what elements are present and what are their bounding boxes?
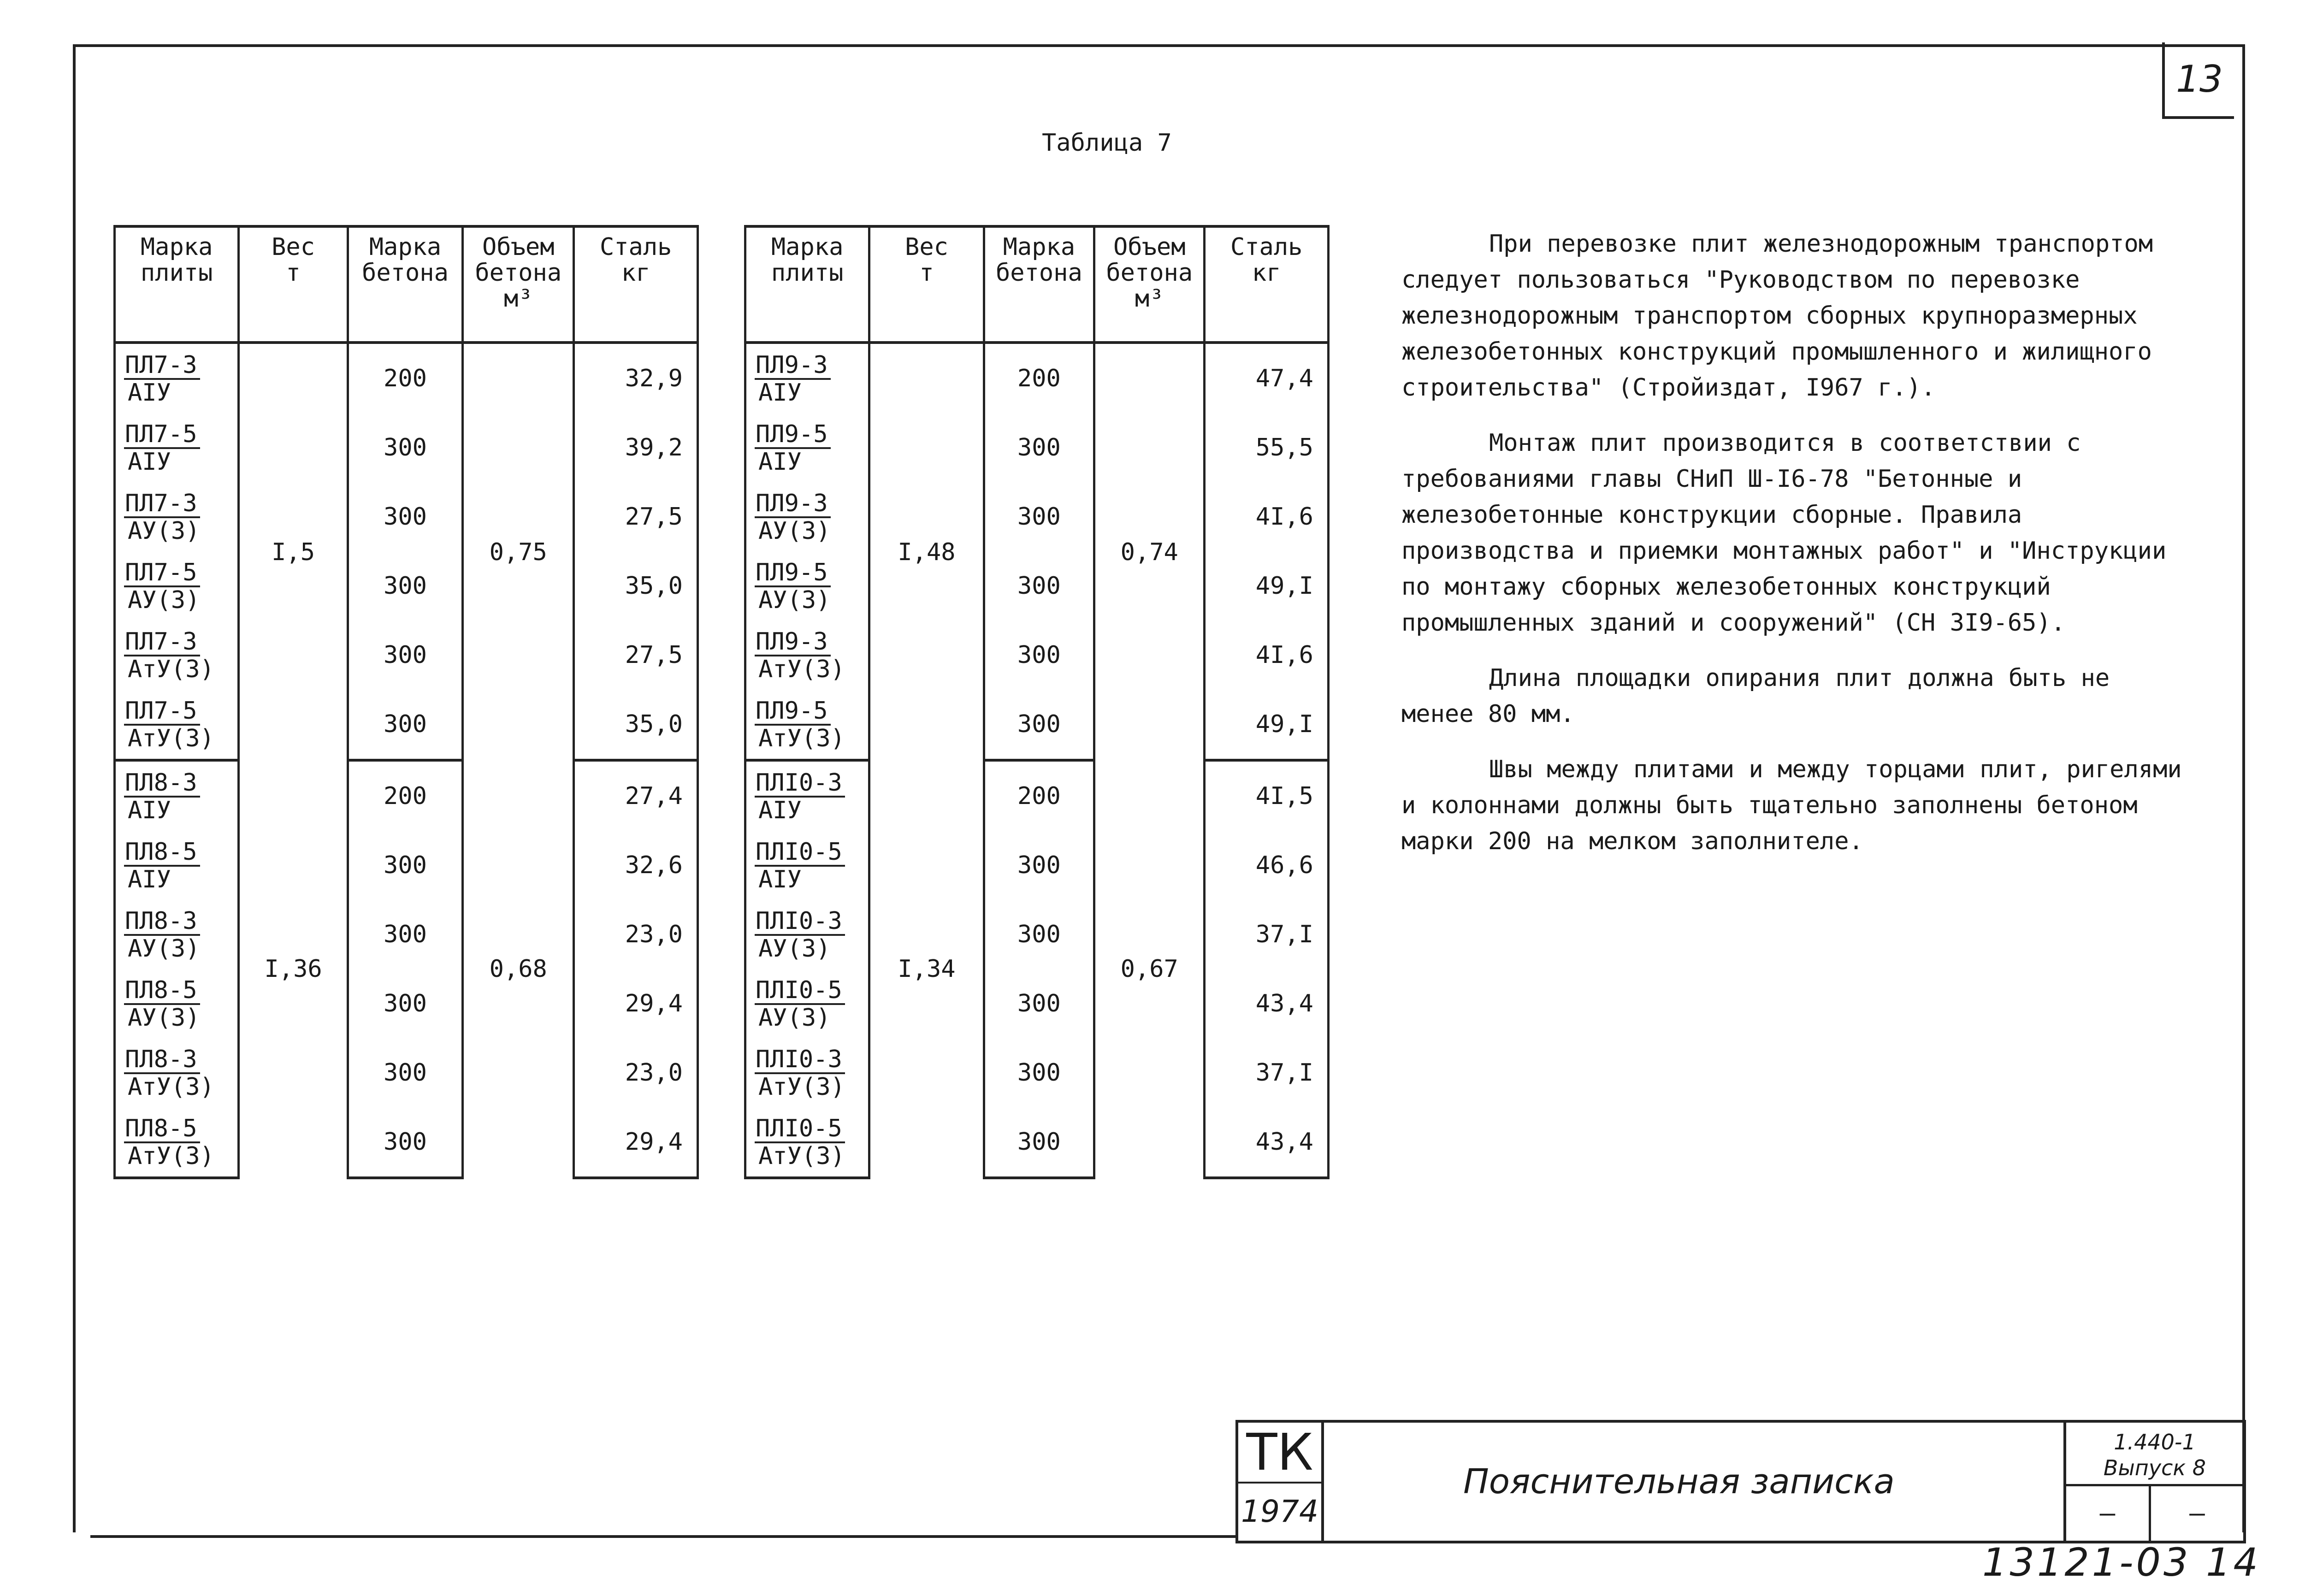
reinforcement-class: АУ(3)	[128, 935, 200, 963]
sheet-number: 13121-03 14	[1982, 1540, 2261, 1585]
plate-mark: ПЛ7-5	[124, 698, 200, 726]
header-concrete-grade	[984, 226, 1094, 343]
table-row	[745, 1107, 1329, 1178]
header-steel-line: кг	[1252, 259, 1281, 287]
note-paragraph-mounting: Монтаж плит производится в соответствии с требованиями главы СНиП Ш-I6-78 "Бетонные и железобетонные конструкции сборные. Правила производства и приемки монтажных работ" и "Инструкции по монтажу сборных железобетонных конструкций промышленных зданий и сооружений" (СН 3I9-65).	[1401, 429, 2167, 637]
plate-mark-cell	[745, 969, 869, 1038]
reinforcement-class: АтУ(3)	[758, 656, 845, 683]
steel-weight-cell: 55,5	[1205, 413, 1329, 482]
table-header-row	[745, 226, 1329, 343]
table-row	[115, 413, 698, 482]
steel-weight-cell: 29,4	[574, 969, 698, 1038]
plate-mark-cell	[745, 1107, 869, 1178]
header-concrete-volume-line: м³	[503, 285, 533, 313]
reinforcement-class: АтУ(3)	[128, 656, 214, 683]
steel-weight-cell: 46,6	[1205, 831, 1329, 900]
steel-weight-cell: 37,I	[1205, 1038, 1329, 1107]
concrete-grade-cell: 300	[984, 1038, 1094, 1107]
plate-mark-cell	[115, 621, 239, 690]
reinforcement-class: АУ(3)	[128, 1004, 200, 1032]
header-weight-line: Вес	[905, 233, 948, 261]
steel-weight-cell: 35,0	[574, 690, 698, 760]
reinforcement-class: АIУ	[758, 379, 802, 407]
document-title: Пояснительная записка	[1463, 1462, 1895, 1501]
plate-mark-cell	[115, 482, 239, 551]
table-row	[745, 900, 1329, 969]
table-row	[745, 621, 1329, 690]
concrete-grade-cell: 300	[348, 690, 462, 760]
note-paragraph-support: Длина площадки опирания плит должна быть не менее 80 мм.	[1401, 664, 2110, 728]
concrete-grade-cell: 300	[984, 900, 1094, 969]
concrete-grade-cell: 300	[984, 482, 1094, 551]
plate-mark: ПЛ9-3	[755, 352, 831, 380]
concrete-grade-cell: 300	[348, 621, 462, 690]
table-row	[115, 343, 698, 413]
stamp-year: 1974	[1238, 1483, 1324, 1541]
table-row	[115, 690, 698, 760]
table-row	[115, 760, 698, 831]
plate-mark-cell	[745, 551, 869, 621]
steel-weight-cell: 23,0	[574, 900, 698, 969]
table-row	[115, 969, 698, 1038]
header-concrete-volume-line: Объем	[1113, 233, 1186, 261]
note-paragraph-joints: Швы между плитами и между торцами плит, ригелями и колоннами должны быть тщательно заполнены бетоном марки 200 на мелком заполнителе.	[1401, 756, 2182, 855]
reinforcement-class: АтУ(3)	[758, 1073, 845, 1101]
table-row	[745, 343, 1329, 413]
plate-mark: ПЛ9-3	[755, 629, 831, 656]
reinforcement-class: АУ(3)	[128, 586, 200, 614]
header-concrete-grade-line: бетона	[362, 259, 449, 287]
plate-mark: ПЛ7-3	[124, 491, 200, 518]
steel-weight-cell: 27,5	[574, 621, 698, 690]
concrete-grade-cell: 300	[348, 1038, 462, 1107]
header-weight	[869, 226, 984, 343]
steel-weight-cell: 32,9	[574, 343, 698, 413]
table-row	[115, 900, 698, 969]
plate-mark-cell	[115, 551, 239, 621]
plate-mark-cell	[745, 760, 869, 831]
header-mark-line: Марка	[140, 233, 213, 261]
steel-weight-cell: 43,4	[1205, 1107, 1329, 1178]
header-mark-line: плиты	[771, 259, 844, 287]
concrete-grade-cell: 300	[348, 551, 462, 621]
reinforcement-class: АтУ(3)	[128, 725, 214, 752]
concrete-grade-cell: 300	[984, 621, 1094, 690]
weight-cell: I,34	[869, 760, 984, 1178]
table-row	[745, 482, 1329, 551]
steel-weight-cell: 29,4	[574, 1107, 698, 1178]
header-steel	[1205, 226, 1329, 343]
header-weight-line: Вес	[272, 233, 315, 261]
table-row	[745, 831, 1329, 900]
reinforcement-class: АтУ(3)	[128, 1073, 214, 1101]
concrete-grade-cell: 300	[348, 900, 462, 969]
header-mark	[745, 226, 869, 343]
plate-mark: ПЛ8-5	[124, 1116, 200, 1143]
stamp-cell-left: —	[2063, 1486, 2151, 1541]
steel-weight-cell: 27,4	[574, 760, 698, 831]
reinforcement-class: АУ(3)	[758, 935, 831, 963]
plate-mark: ПЛ8-5	[124, 977, 200, 1005]
plate-mark: ПЛ8-3	[124, 908, 200, 936]
header-mark-line: плиты	[140, 259, 213, 287]
header-concrete-volume-line: бетона	[1106, 259, 1193, 287]
stamp-cell-right: —	[2189, 1498, 2205, 1528]
steel-weight-cell: 23,0	[574, 1038, 698, 1107]
table-row	[745, 760, 1329, 831]
concrete-grade-cell: 300	[984, 690, 1094, 760]
plate-mark-cell	[115, 1107, 239, 1178]
issue-number: Выпуск 8	[2103, 1455, 2206, 1480]
plate-mark: ПЛ7-5	[124, 421, 200, 449]
steel-weight-cell: 39,2	[574, 413, 698, 482]
table-row	[745, 551, 1329, 621]
plate-mark-cell	[115, 690, 239, 760]
plate-mark-cell	[115, 760, 239, 831]
notes-text	[1401, 226, 2194, 879]
steel-weight-cell: 49,I	[1205, 690, 1329, 760]
table-title: Таблица 7	[1042, 129, 1172, 157]
header-concrete-grade-line: Марка	[1003, 233, 1076, 261]
concrete-grade-cell: 300	[984, 969, 1094, 1038]
right-spec-table	[744, 225, 1330, 1179]
steel-weight-cell: 47,4	[1205, 343, 1329, 413]
table-row	[115, 482, 698, 551]
concrete-grade-cell: 300	[348, 482, 462, 551]
reinforcement-class: АтУ(3)	[758, 725, 845, 752]
steel-weight-cell: 4I,6	[1205, 621, 1329, 690]
steel-weight-cell: 35,0	[574, 551, 698, 621]
plate-mark: ПЛI0-3	[755, 1046, 845, 1074]
plate-mark-cell	[745, 343, 869, 413]
table-row	[115, 621, 698, 690]
reinforcement-class: АIУ	[128, 866, 171, 893]
plate-mark: ПЛI0-3	[755, 770, 845, 798]
reinforcement-class: АIУ	[128, 448, 171, 476]
concrete-grade-cell: 300	[984, 831, 1094, 900]
plate-mark: ПЛ9-5	[755, 698, 831, 726]
plate-mark: ПЛ8-3	[124, 770, 200, 798]
concrete-grade-cell: 300	[348, 969, 462, 1038]
plate-mark-cell	[745, 831, 869, 900]
steel-weight-cell: 43,4	[1205, 969, 1329, 1038]
plate-mark-cell	[745, 900, 869, 969]
header-concrete-grade	[348, 226, 462, 343]
plate-mark-cell	[115, 1038, 239, 1107]
series-code	[2063, 1423, 2243, 1486]
concrete-grade-cell: 200	[348, 343, 462, 413]
reinforcement-class: АУ(3)	[758, 586, 831, 614]
header-steel-line: Сталь	[599, 233, 672, 261]
reinforcement-class: АтУ(3)	[128, 1142, 214, 1170]
reinforcement-class: АУ(3)	[758, 517, 831, 545]
weight-cell: I,48	[869, 343, 984, 760]
plate-mark: ПЛI0-5	[755, 839, 845, 867]
plate-mark-cell	[115, 831, 239, 900]
header-steel-line: кг	[621, 259, 650, 287]
plate-mark-cell	[115, 413, 239, 482]
concrete-grade-cell: 300	[348, 413, 462, 482]
table-row	[115, 1038, 698, 1107]
header-weight-line: т	[919, 259, 934, 287]
plate-mark: ПЛ8-5	[124, 839, 200, 867]
reinforcement-class: АтУ(3)	[758, 1142, 845, 1170]
reinforcement-class: АУ(3)	[128, 517, 200, 545]
plate-mark-cell	[745, 690, 869, 760]
plate-mark-cell	[115, 969, 239, 1038]
title-block	[1235, 1420, 2246, 1543]
plate-mark-cell	[745, 413, 869, 482]
reinforcement-class: АУ(3)	[758, 1004, 831, 1032]
note-paragraph-transport: При перевозке плит железнодорожным транспортом следует пользоваться "Руководством по перевозке железнодорожным транспортом сборных крупноразмерных железобетонных конструкций промышленного и жилищного строительства" (Стройиздат, I967 г.).	[1401, 230, 2153, 402]
reinforcement-class: АIУ	[758, 797, 802, 824]
header-mark-line: Марка	[771, 233, 844, 261]
table-row	[745, 690, 1329, 760]
table-row	[115, 551, 698, 621]
header-concrete-grade-line: Марка	[369, 233, 442, 261]
steel-weight-cell: 4I,6	[1205, 482, 1329, 551]
reinforcement-class: АIУ	[758, 448, 802, 476]
plate-mark: ПЛI0-5	[755, 977, 845, 1005]
concrete-grade-cell: 200	[984, 760, 1094, 831]
concrete-volume-cell: 0,74	[1094, 343, 1205, 760]
concrete-volume-cell: 0,75	[463, 343, 574, 760]
plate-mark: ПЛ8-3	[124, 1046, 200, 1074]
concrete-grade-cell: 300	[984, 413, 1094, 482]
concrete-grade-cell: 300	[984, 551, 1094, 621]
series-number: 1.440-1	[2114, 1430, 2196, 1454]
reinforcement-class: АIУ	[128, 379, 171, 407]
header-concrete-grade-line: бетона	[995, 259, 1082, 287]
header-concrete-volume	[1094, 226, 1205, 343]
table-row	[115, 831, 698, 900]
plate-mark: ПЛ9-3	[755, 491, 831, 518]
concrete-grade-cell: 300	[984, 1107, 1094, 1178]
header-concrete-volume-line: м³	[1135, 285, 1164, 313]
weight-cell: I,5	[239, 343, 348, 760]
header-weight	[239, 226, 348, 343]
steel-weight-cell: 37,I	[1205, 900, 1329, 969]
concrete-grade-cell: 300	[348, 1107, 462, 1178]
plate-mark: ПЛ7-3	[124, 629, 200, 656]
plate-mark: ПЛ7-5	[124, 560, 200, 587]
page-number: 13	[2162, 42, 2234, 119]
reinforcement-class: АIУ	[128, 797, 171, 824]
bottom-border-line	[90, 1535, 1238, 1538]
plate-mark-cell	[745, 621, 869, 690]
header-steel-line: Сталь	[1230, 233, 1303, 261]
concrete-grade-cell: 200	[348, 760, 462, 831]
plate-mark-cell	[115, 900, 239, 969]
plate-mark: ПЛ9-5	[755, 421, 831, 449]
header-concrete-volume-line: Объем	[482, 233, 555, 261]
steel-weight-cell: 4I,5	[1205, 760, 1329, 831]
concrete-grade-cell: 200	[984, 343, 1094, 413]
concrete-volume-cell: 0,68	[463, 760, 574, 1178]
org-code: ТК	[1238, 1423, 1324, 1484]
left-spec-table	[113, 225, 699, 1179]
header-concrete-volume-line: бетона	[475, 259, 562, 287]
plate-mark: ПЛ9-5	[755, 560, 831, 587]
table-header-row	[115, 226, 698, 343]
steel-weight-cell: 27,5	[574, 482, 698, 551]
header-weight-line: т	[286, 259, 301, 287]
header-steel	[574, 226, 698, 343]
header-mark	[115, 226, 239, 343]
concrete-grade-cell: 300	[348, 831, 462, 900]
plate-mark-cell	[745, 1038, 869, 1107]
header-concrete-volume	[463, 226, 574, 343]
weight-cell: I,36	[239, 760, 348, 1178]
table-row	[745, 969, 1329, 1038]
concrete-volume-cell: 0,67	[1094, 760, 1205, 1178]
table-row	[115, 1107, 698, 1178]
plate-mark: ПЛI0-5	[755, 1116, 845, 1143]
steel-weight-cell: 32,6	[574, 831, 698, 900]
plate-mark: ПЛ7-3	[124, 352, 200, 380]
table-row	[745, 1038, 1329, 1107]
plate-mark: ПЛI0-3	[755, 908, 845, 936]
plate-mark-cell	[745, 482, 869, 551]
steel-weight-cell: 49,I	[1205, 551, 1329, 621]
table-row	[745, 413, 1329, 482]
reinforcement-class: АIУ	[758, 866, 802, 893]
plate-mark-cell	[115, 343, 239, 413]
